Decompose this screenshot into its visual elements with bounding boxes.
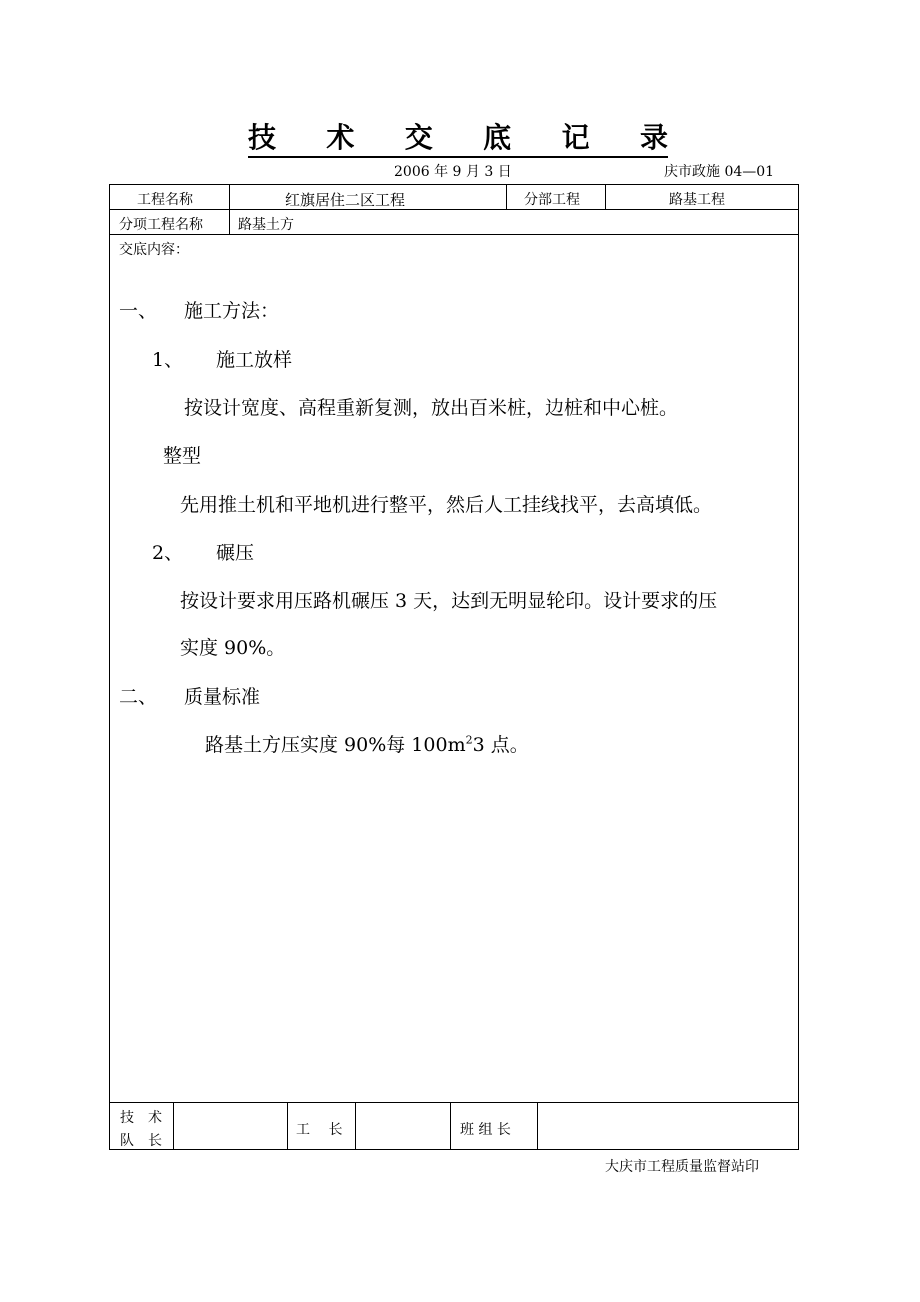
subsection-2-text-line-1: 按设计要求用压路机碾压 3 天，达到无明显轮印。设计要求的压	[180, 590, 718, 612]
record-form	[109, 184, 799, 1150]
project-name-value: 红旗居住二区工程	[285, 191, 406, 209]
item-label: 分项工程名称	[119, 217, 203, 233]
column-divider	[450, 1102, 451, 1149]
column-divider	[355, 1102, 356, 1149]
title-char: 录	[639, 121, 668, 154]
section-2-text	[205, 730, 529, 757]
section-2-text-main: 路基土方压实度 90%每 100m	[205, 734, 466, 756]
foreman-label: 工 长	[296, 1122, 343, 1138]
row-divider	[110, 234, 798, 235]
column-divider	[229, 185, 230, 234]
superscript-2: 2	[465, 733, 473, 747]
footer-stamp: 大庆市工程质量监督站印	[605, 1159, 759, 1175]
sub-project-label: 分部工程	[524, 192, 580, 208]
tech-lead-label-line-2: 队 长	[120, 1133, 162, 1149]
subsection-1-number: 1、	[152, 349, 184, 371]
record-date: 2006 年 9 月 3 日	[394, 164, 512, 180]
sub-project-value: 路基工程	[669, 192, 725, 208]
column-divider	[287, 1102, 288, 1149]
title-char: 交	[404, 121, 433, 154]
subsection-2-title: 碾压	[216, 542, 255, 564]
section-1-number: 一、	[119, 300, 158, 322]
title-char: 底	[483, 121, 512, 154]
title-char: 术	[326, 121, 355, 154]
section-2-title: 质量标准	[184, 686, 261, 708]
title-char: 记	[561, 121, 590, 154]
item-value: 路基土方	[238, 217, 294, 233]
subsection-1-title: 施工放样	[216, 349, 293, 371]
shaping-text: 先用推土机和平地机进行整平，然后人工挂线找平，去高填低。	[180, 494, 713, 516]
document-code: 庆市政施 04—01	[664, 164, 775, 180]
column-divider	[605, 185, 606, 209]
section-1-title: 施工方法：	[184, 300, 280, 322]
subsection-2-text-line-2: 实度 90%。	[180, 637, 286, 659]
content-label: 交底内容：	[119, 242, 189, 258]
shaping-title: 整型	[163, 445, 202, 467]
column-divider	[537, 1102, 538, 1149]
row-divider	[110, 209, 798, 210]
team-leader-label: 班 组 长	[460, 1122, 511, 1138]
subsection-1-text: 按设计宽度、高程重新复测，放出百米桩，边桩和中心桩。	[184, 397, 679, 419]
row-divider	[110, 1102, 798, 1103]
document-title	[248, 116, 668, 158]
column-divider	[173, 1102, 174, 1149]
column-divider	[506, 185, 507, 209]
project-name-label: 工程名称	[137, 192, 193, 208]
section-2-number: 二、	[119, 686, 158, 708]
tech-lead-label-line-1: 技 术	[120, 1110, 162, 1126]
subsection-2-number: 2、	[152, 542, 184, 564]
title-char: 技	[248, 121, 277, 154]
section-2-text-tail: 3 点。	[472, 734, 529, 756]
